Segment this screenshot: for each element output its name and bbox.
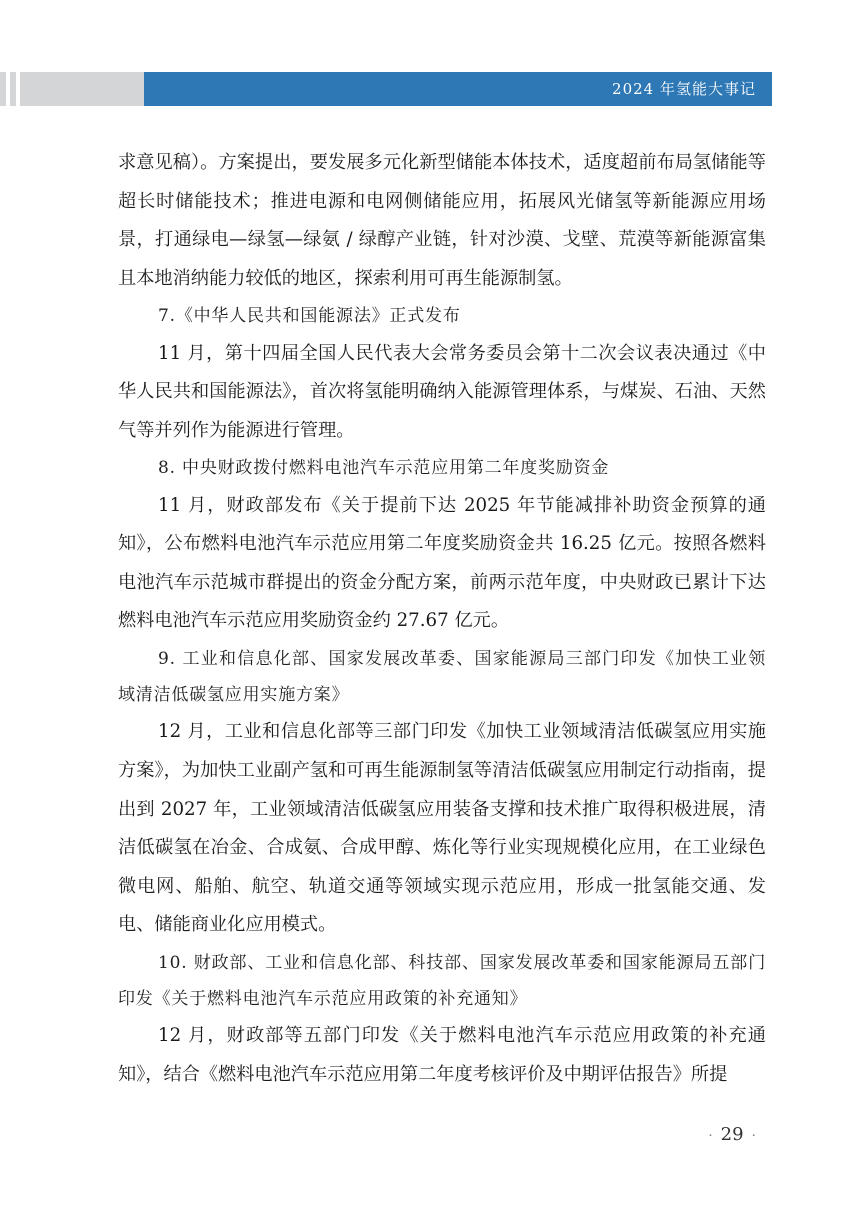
paragraph [118, 1017, 766, 1094]
section-heading [118, 450, 766, 486]
paragraph [118, 487, 766, 641]
heading-text: 10. 财政部、工业和信息化部、科技部、国家发展改革委和国家能源局五部门印发《关于燃料电池汽车示范应用政策的补充通知》 [118, 952, 766, 1010]
paragraph-text: 11 月，第十四届全国人民代表大会常务委员会第十二次会议表决通过《中华人民共和国能源法》，首次将氢能明确纳入能源管理体系，与煤炭、石油、天然气等并列作为能源进行管理。 [118, 342, 766, 441]
heading-text: 9. 工业和信息化部、国家发展改革委、国家能源局三部门印发《加快工业领域清洁低碳氢应用实施方案》 [118, 648, 766, 706]
section-heading [118, 298, 766, 334]
paragraph [118, 335, 766, 451]
paragraph-text: 求意见稿）。方案提出，要发展多元化新型储能本体技术，适度超前布局氢储能等超长时储能技术；推进电源和电网侧储能应用，拓展风光储氢等新能源应用场景，打通绿电—绿氢—绿氨 / 绿醇产业链，针对沙漠、戈壁、荒漠等新能源富集且本地消纳能力较低的地区，探索利用可再生能源制氢。 [118, 152, 766, 289]
header-stripe [6, 72, 10, 106]
header-blue-band [144, 72, 772, 106]
paragraph-text: 11 月，财政部发布《关于提前下达 2025 年节能减排补助资金预算的通知》，公布燃料电池汽车示范应用第二年度奖励资金共 16.25 亿元。按照各燃料电池汽车示范城市群提出的资金分配方案，前两示范年度，中央财政已累计下达燃料电池汽车示范应用奖励资金约 27.67 亿元。 [118, 494, 766, 632]
page-number-dot: · [708, 1128, 713, 1144]
header-gray-band [0, 72, 144, 106]
page-number-value: 29 [720, 1124, 744, 1145]
running-title: 2024 年氢能大事记 [612, 80, 756, 98]
page-body [118, 144, 766, 1095]
heading-text: 7.《中华人民共和国能源法》正式发布 [158, 306, 461, 327]
page-number-dot: · [751, 1128, 756, 1144]
paragraph [118, 144, 766, 298]
section-heading [118, 641, 766, 713]
page-number [700, 1124, 764, 1145]
paragraph-text: 12 月，财政部等五部门印发《关于燃料电池汽车示范应用政策的补充通知》，结合《燃料电池汽车示范应用第二年度考核评价及中期评估报告》所提 [118, 1025, 766, 1085]
heading-text: 8. 中央财政拨付燃料电池汽车示范应用第二年度奖励资金 [158, 458, 610, 479]
section-heading [118, 945, 766, 1017]
header-stripe [16, 72, 20, 106]
paragraph [118, 713, 766, 945]
paragraph-text: 12 月，工业和信息化部等三部门印发《加快工业领域清洁低碳氢应用实施方案》，为加快工业副产氢和可再生能源制氢等清洁低碳氢应用制定行动指南，提出到 2027 年，工业领域清洁低碳氢应用装备支撑和技术推广取得积极进展，清洁低碳氢在冶金、合成氨、合成甲醇、炼化等行业实现规模化应用，在工业绿色微电网、船舶、航空、轨道交通等领域实现示范应用，形成一批氢能交通、发电、储能商业化应用模式。 [118, 721, 766, 936]
